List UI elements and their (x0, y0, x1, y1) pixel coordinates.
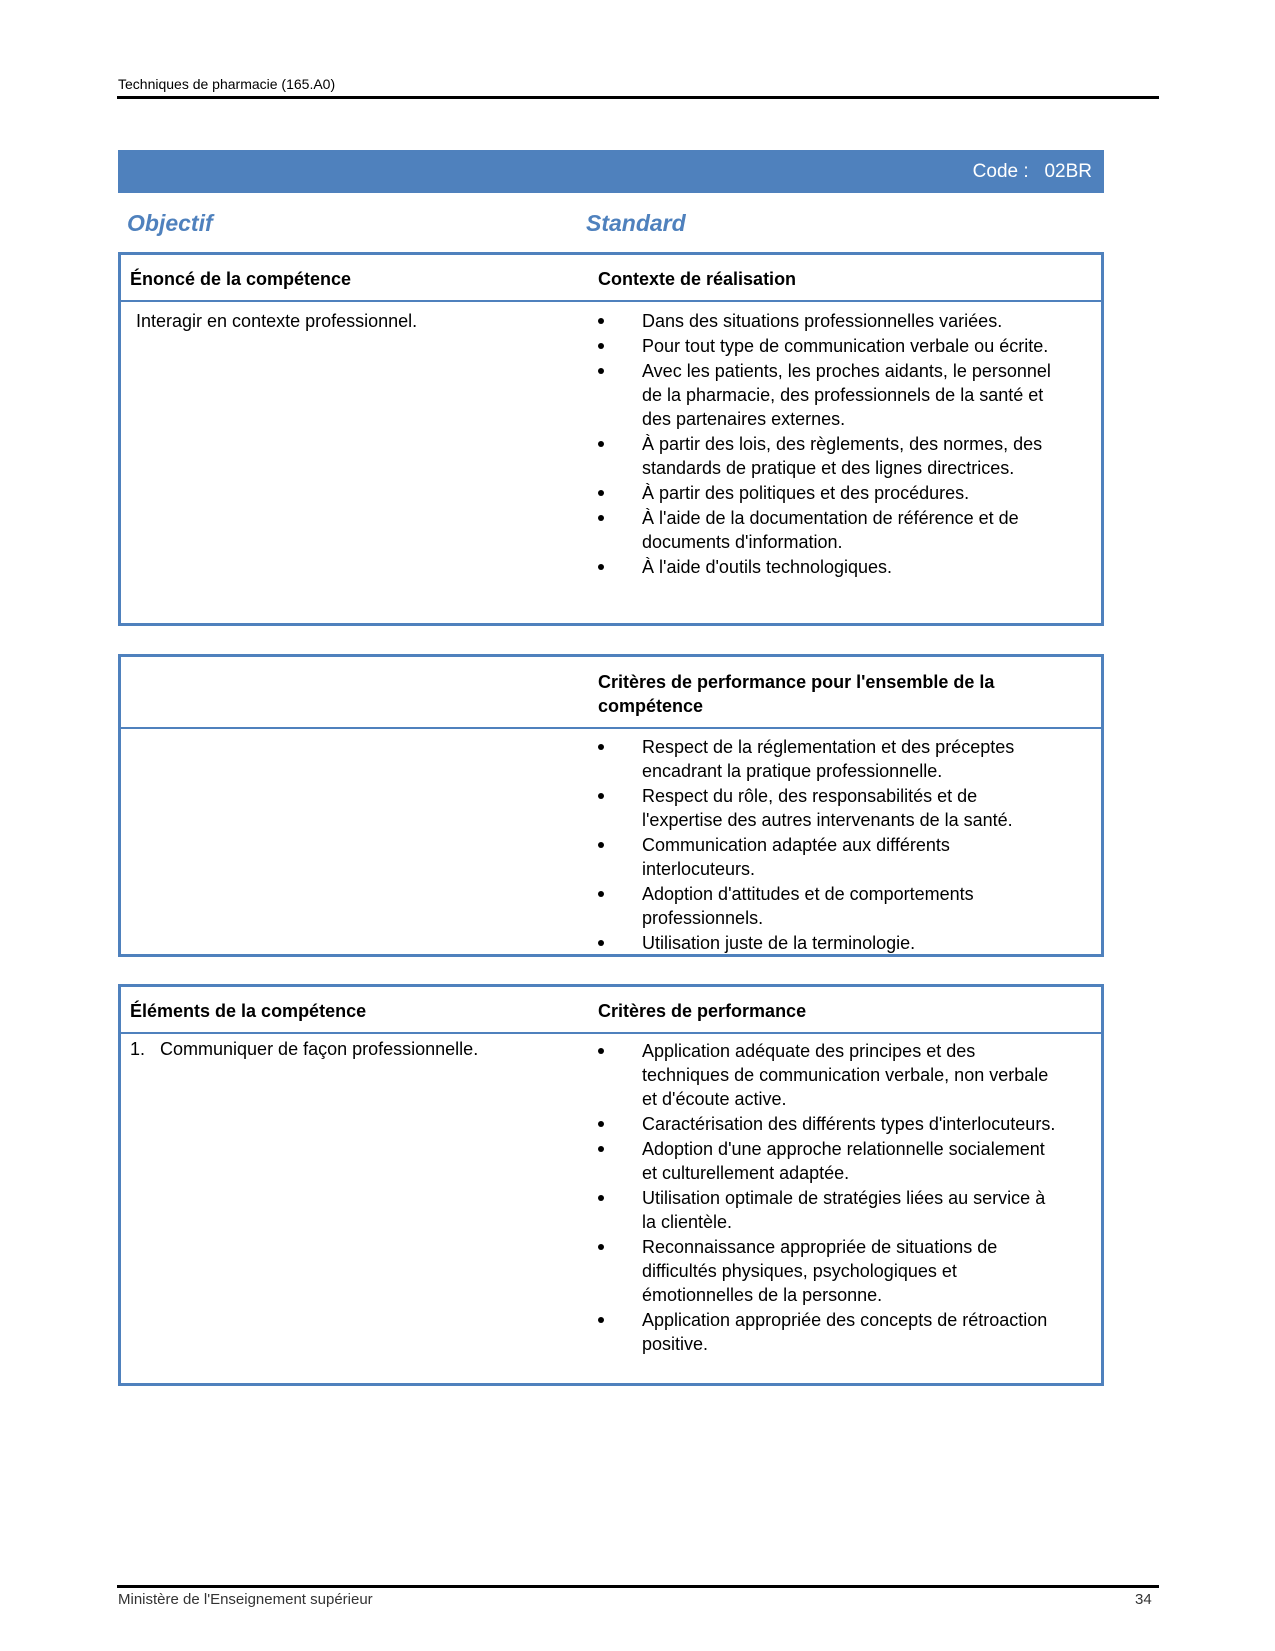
global-criteria-title: Critères de performance pour l'ensemble de la compétence (598, 672, 995, 716)
header-rule (117, 96, 1159, 99)
bullet-item: Reconnaissance appropriée de situations de difficultés physiques, psychologiques et émotionnelles de la personne. (598, 1235, 1058, 1307)
bullet-item: À l'aide d'outils technologiques. (598, 555, 1058, 579)
bullet-item: Communication adaptée aux différents interlocuteurs. (598, 833, 1058, 881)
objectif-label: Objectif (127, 210, 213, 236)
bullet-item: Application appropriée des concepts de rétroaction positive. (598, 1308, 1058, 1356)
bullet-item: À l'aide de la documentation de référence et de documents d'information. (598, 506, 1058, 554)
context-list (598, 309, 1058, 580)
footer-rule (117, 1585, 1159, 1588)
page-number: 34 (1135, 1591, 1152, 1608)
bullet-item: À partir des politiques et des procédures. (598, 481, 1058, 505)
bullet-item: Dans des situations professionnelles variées. (598, 309, 1058, 333)
elements-table (118, 984, 1104, 1386)
bullet-item: Respect de la réglementation et des préceptes encadrant la pratique professionnelle. (598, 735, 1058, 783)
code-label: Code : 02BR (972, 161, 1092, 182)
bullet-item: Pour tout type de communication verbale ou écrite. (598, 334, 1058, 358)
standard-label: Standard (586, 210, 686, 236)
performance-list (598, 1039, 1058, 1357)
bullet-item: À partir des lois, des règlements, des normes, des standards de pratique et des lignes directrices. (598, 432, 1058, 480)
performance-header: Critères de performance (598, 1001, 807, 1021)
code-bar (118, 150, 1104, 193)
global-criteria-table (118, 654, 1104, 957)
statement-header: Énoncé de la compétence (130, 269, 352, 289)
bullet-item: Utilisation optimale de stratégies liées au service à la clientèle. (598, 1186, 1058, 1234)
elements-header: Éléments de la compétence (130, 1001, 367, 1021)
running-header: Techniques de pharmacie (165.A0) (118, 76, 336, 92)
bullet-item: Caractérisation des différents types d'interlocuteurs. (598, 1112, 1058, 1136)
bullet-item: Adoption d'une approche relationnelle socialement et culturellement adaptée. (598, 1137, 1058, 1185)
competence-table (118, 252, 1104, 626)
competence-statement: Interagir en contexte professionnel. (136, 311, 418, 331)
elements-table-header (121, 987, 1101, 1034)
context-header: Contexte de réalisation (598, 269, 797, 289)
element-item: 1. Communiquer de façon professionnelle. (130, 1039, 479, 1059)
global-criteria-list (598, 735, 1058, 956)
bullet-item: Respect du rôle, des responsabilités et de l'expertise des autres intervenants de la santé. (598, 784, 1058, 832)
footer-ministry: Ministère de l'Enseignement supérieur (118, 1591, 373, 1608)
bullet-item: Avec les patients, les proches aidants, le personnel de la pharmacie, des professionnels de la santé et des partenaires externes. (598, 359, 1058, 431)
competence-table-header (121, 255, 1101, 302)
bullet-item: Application adéquate des principes et des techniques de communication verbale, non verbale et d'écoute active. (598, 1039, 1058, 1111)
bullet-item: Utilisation juste de la terminologie. (598, 931, 1058, 955)
global-criteria-header (121, 657, 1101, 729)
bullet-item: Adoption d'attitudes et de comportements professionnels. (598, 882, 1058, 930)
